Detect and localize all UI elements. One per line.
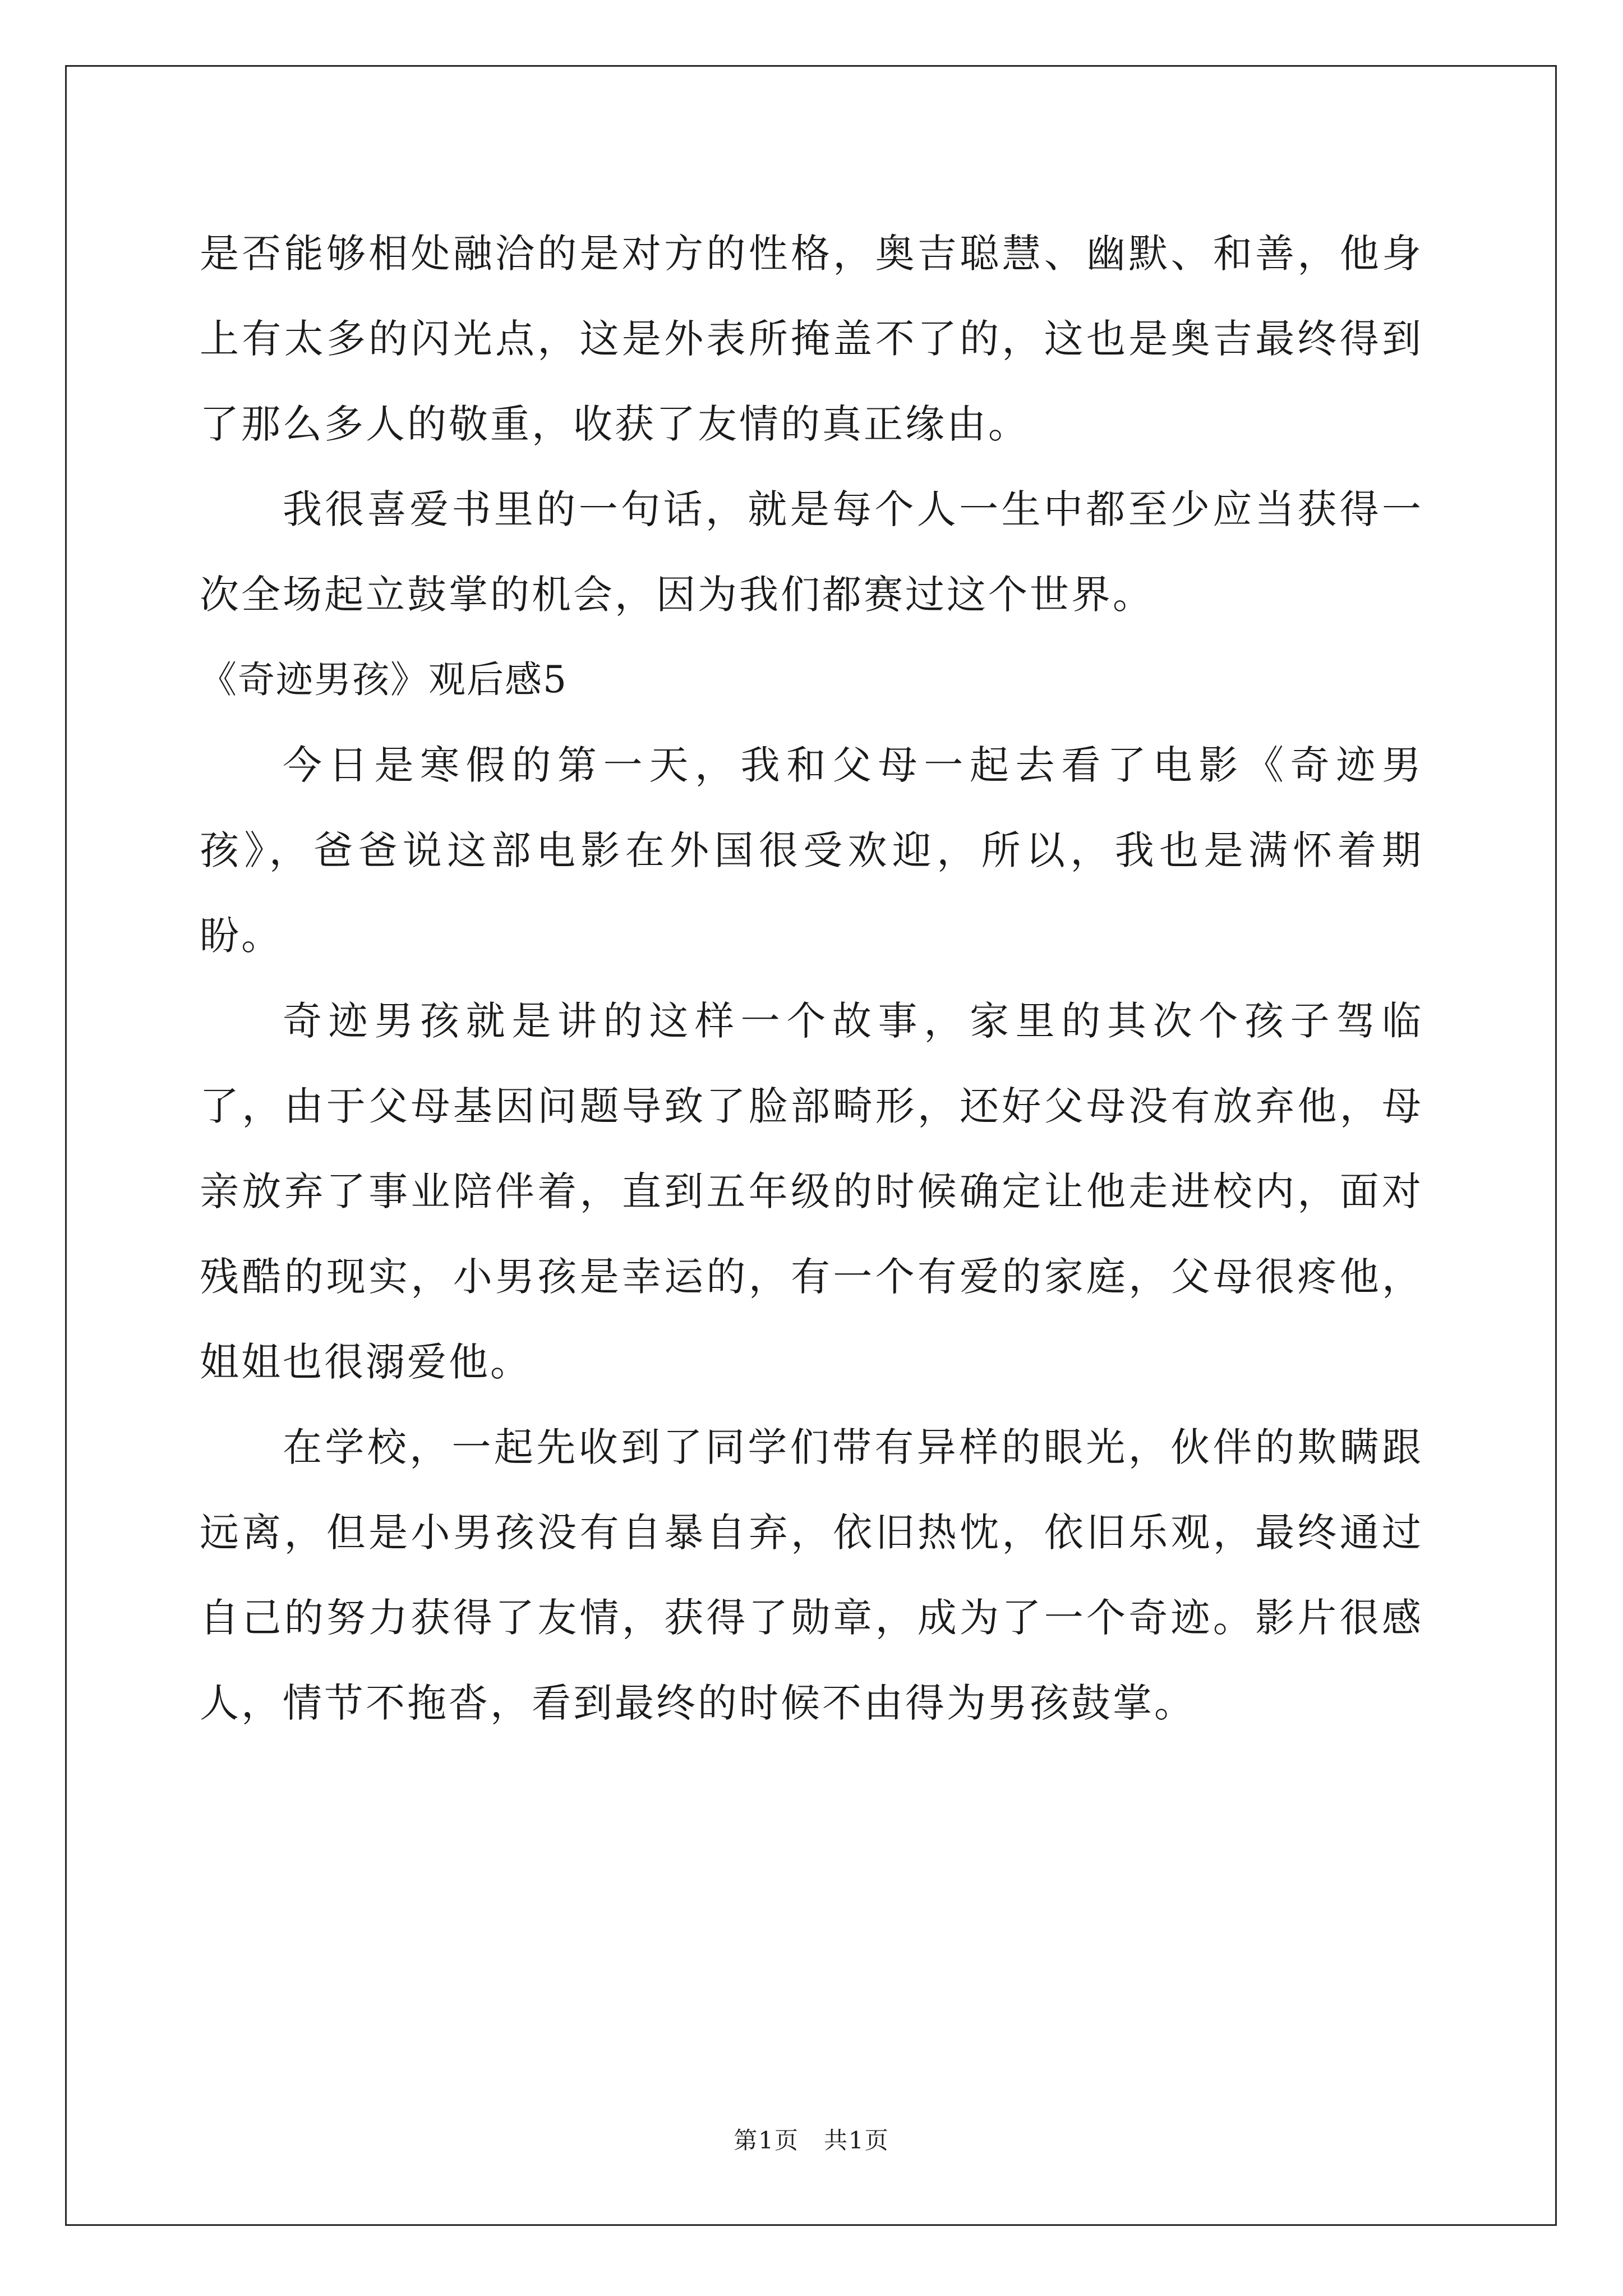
page-number-footer: 第1页 共1页 bbox=[734, 2127, 889, 2154]
document-body bbox=[200, 211, 1465, 1746]
paragraph-1: 是否能够相处融洽的是对方的性格，奥吉聪慧、幽默、和善，他身上有太多的闪光点，这是外表所掩盖不了的，这也是奥吉最终得到了那么多人的敬重，收获了友情的真正缘由。 bbox=[200, 231, 1423, 447]
paragraph-4: 奇迹男孩就是讲的这样一个故事，家里的其次个孩子驾临 了，由于父母基因问题导致了脸部畸形，还好父母没有放弃他，母亲放弃了事业陪伴着，直到五年级的时候确定让他走进校内，面对残酷的现实，小男孩是幸运的，有一个有爱的家庭，父母很疼他，姐姐也很溺爱他。 bbox=[200, 998, 1465, 1385]
paragraph-3: 今日是寒假的第一天，我和父母一起去看了电影《奇迹男孩》，爸爸说这部电影在外国很受欢迎，所以，我也是满怀着期盼。 bbox=[200, 742, 1423, 959]
paragraph-5: 在学校，一起先收到了同学们带有异样的眼光，伙伴的欺瞒跟远离，但是小男孩没有自暴自弃，依旧热忱，依旧乐观，最终通过自己的努力获得了友情，获得了勋章，成为了一个奇迹。影片很感人，情节不拖沓，看到最终的时候不由得为男孩鼓掌。 bbox=[200, 1424, 1423, 1726]
section-heading: 《奇迹男孩》观后感5 bbox=[200, 658, 568, 701]
paragraph-2: 我很喜爱书里的一句话，就是每个人一生中都至少应当获得一次全场起立鼓掌的机会，因为我们都赛过这个世界。 bbox=[200, 486, 1423, 618]
